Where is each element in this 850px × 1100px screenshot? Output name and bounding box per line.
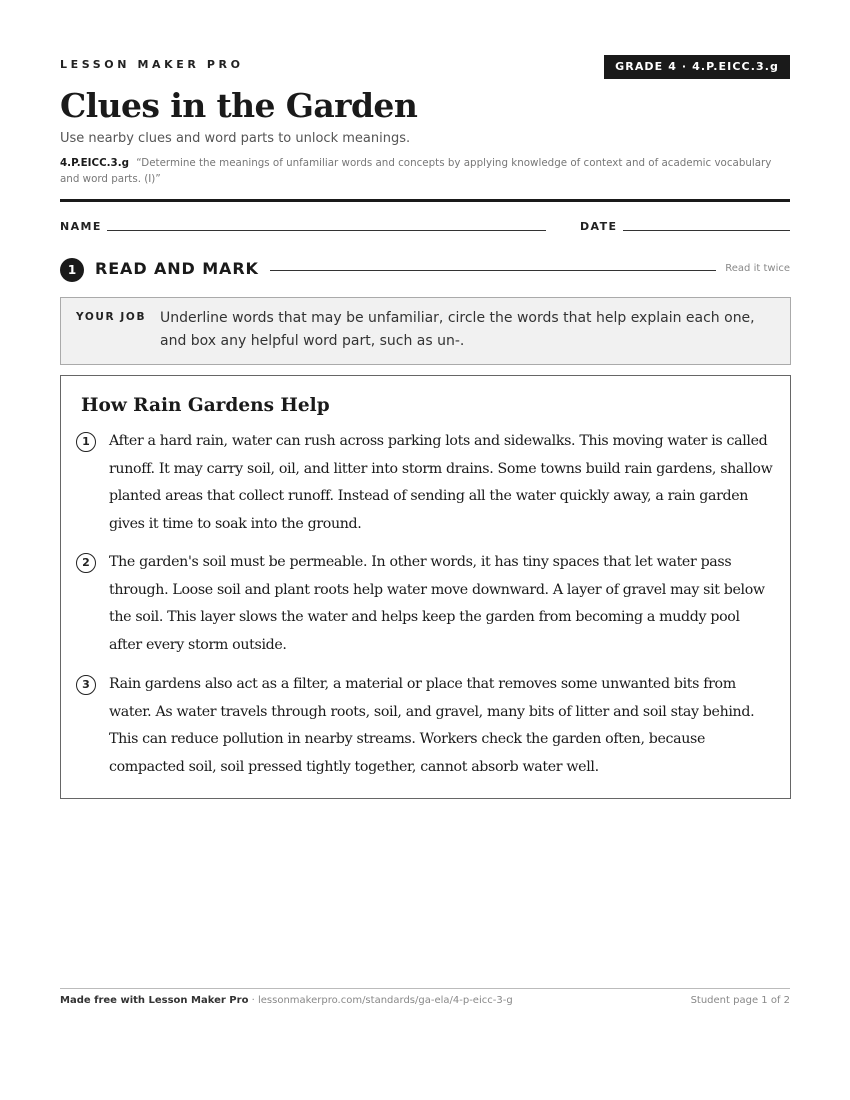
page-title: Clues in the Garden bbox=[60, 86, 418, 125]
paragraph bbox=[76, 671, 776, 781]
date-field-line[interactable] bbox=[623, 230, 790, 231]
name-label: NAME bbox=[60, 220, 102, 233]
footer-page-number: Student page 1 of 2 bbox=[690, 995, 790, 1006]
page-subtitle: Use nearby clues and word parts to unlock meanings. bbox=[60, 131, 411, 146]
paragraph-number: 1 bbox=[76, 432, 96, 452]
footer-url: · lessonmakerpro.com/standards/ga-ela/4-p-eicc-3-g bbox=[248, 995, 513, 1006]
paragraph-text: After a hard rain, water can rush across parking lots and sidewalks. This moving water is called runoff. It may carry soil, oil, and litter into storm drains. Some towns build rain gardens, shallow planted areas that collect runoff. Instead of sending all the water quickly away, a rain garden gives it time to soak into the ground. bbox=[109, 433, 773, 532]
header-divider bbox=[60, 199, 790, 202]
paragraph bbox=[76, 428, 776, 538]
standard-description bbox=[60, 155, 790, 187]
passage-title: How Rain Gardens Help bbox=[81, 395, 330, 416]
instructions-label: YOUR JOB bbox=[76, 311, 147, 323]
instructions-text: Underline words that may be unfamiliar, circle the words that help explain each one, and box any helpful word part, such as un-. bbox=[160, 310, 755, 349]
footer-made-with: Made free with Lesson Maker Pro bbox=[60, 995, 249, 1006]
paragraph-text: The garden's soil must be permeable. In other words, it has tiny spaces that let water pass through. Loose soil and plant roots help water move downward. A layer of gravel may sit below the soil. This layer slows the water and helps keep the garden from becoming a muddy pool after every storm outside. bbox=[109, 554, 765, 653]
section-note: Read it twice bbox=[725, 263, 790, 274]
paragraph-text: Rain gardens also act as a filter, a material or place that removes some unwanted bits from water. As water travels through roots, soil, and gravel, many bits of litter and soil stay behind. This can reduce pollution in nearby streams. Workers check the garden often, because compacted soil, soil pressed tightly together, cannot absorb water well. bbox=[109, 676, 755, 775]
grade-badge: GRADE 4 · 4.P.EICC.3.g bbox=[604, 55, 790, 79]
section-divider bbox=[270, 270, 716, 271]
instructions-box bbox=[60, 297, 791, 365]
paragraph bbox=[76, 549, 776, 659]
section-title: READ AND MARK bbox=[95, 259, 259, 278]
footer-credit bbox=[60, 995, 513, 1006]
paragraph-number: 3 bbox=[76, 675, 96, 695]
paragraph-number: 2 bbox=[76, 553, 96, 573]
date-label: DATE bbox=[580, 220, 618, 233]
name-field-line[interactable] bbox=[107, 230, 546, 231]
footer-divider bbox=[60, 988, 790, 989]
section-number-badge: 1 bbox=[60, 258, 84, 282]
brand-name: LESSON MAKER PRO bbox=[60, 58, 244, 71]
standard-code: 4.P.EICC.3.g bbox=[60, 157, 129, 169]
reading-passage bbox=[60, 375, 791, 799]
standard-text: “Determine the meanings of unfamiliar words and concepts by applying knowledge of context and of academic vocabulary and word parts. (I)” bbox=[60, 157, 772, 185]
